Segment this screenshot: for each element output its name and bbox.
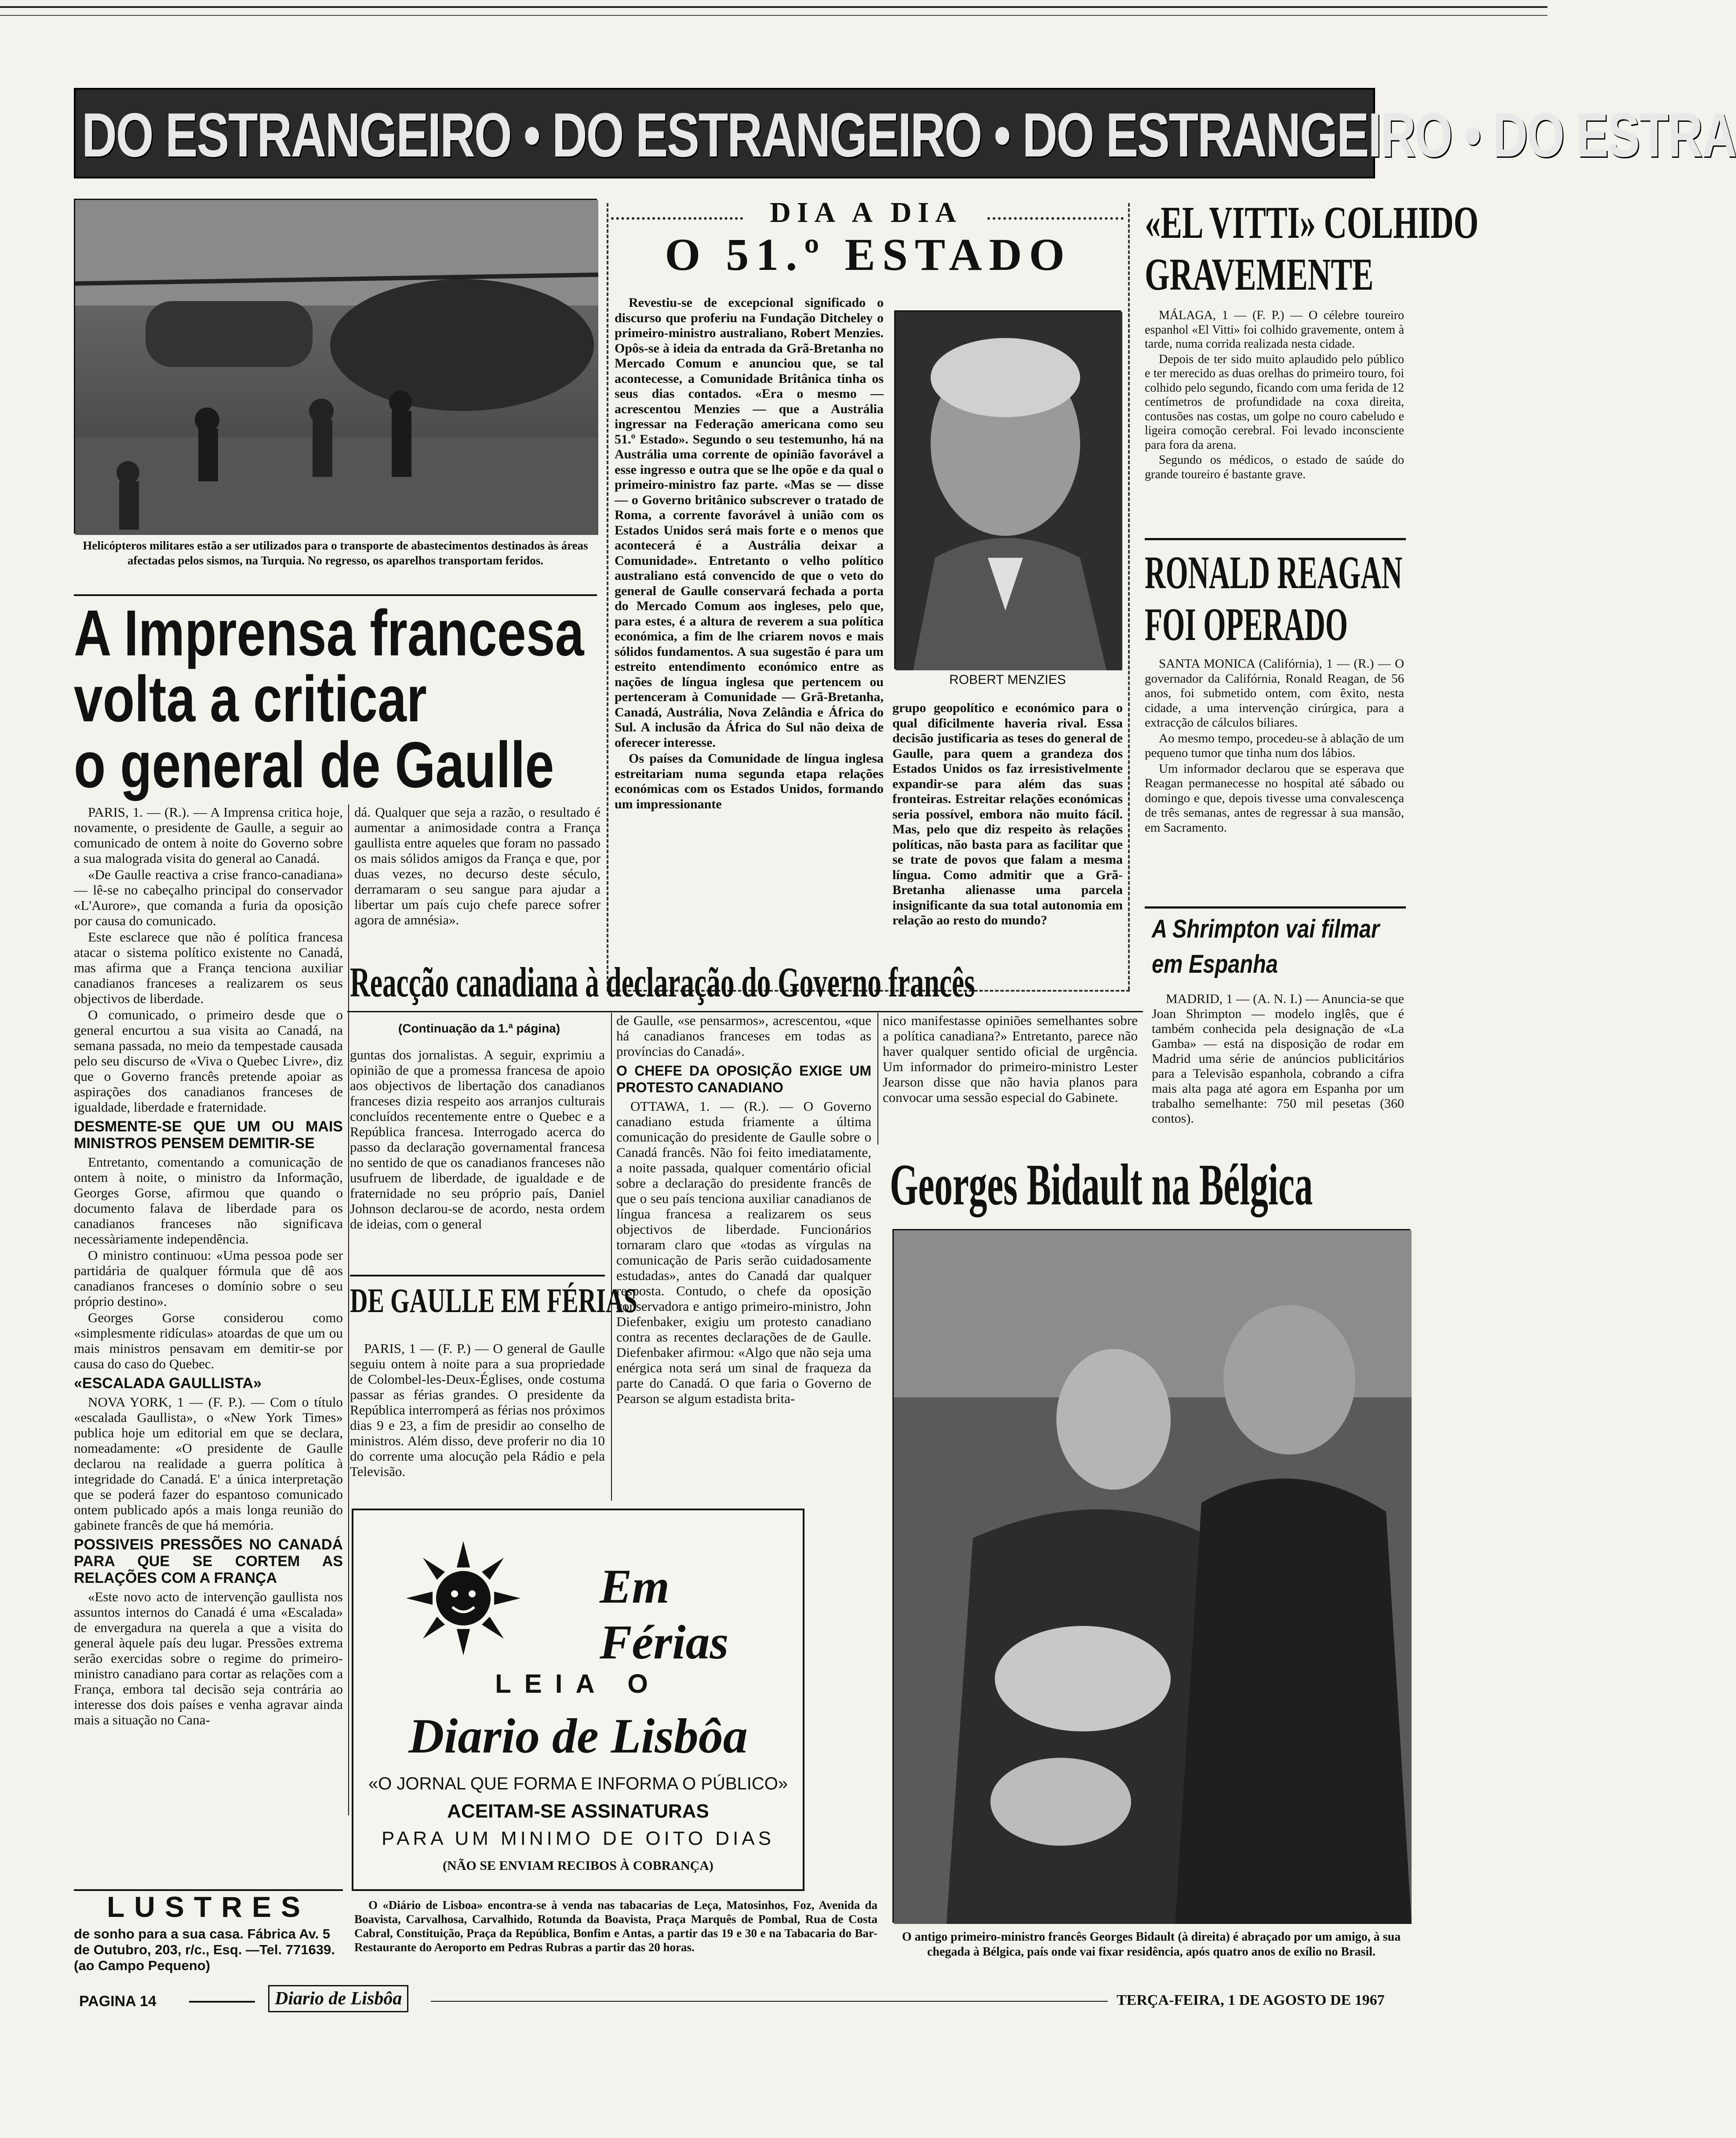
ad-minimo: PARA UM MINIMO DE OITO DIAS [381,1828,775,1849]
ferias-headline: DE GAULLE EM FÉRIAS [350,1281,637,1320]
dia-box-left-border [607,203,608,990]
paragraph: O comunicado, o primeiro desde que o general encurtou a sua visita ao Canadá, na semana passada, no meio da tempestade causada pelo seu discurso de «Viva o Quebec Livre», diz que o Governo francês pretende apoiar as aspirações dos canadianos franceses de igualdade, liberdade e fraternidade. [74,1007,343,1115]
reaccao-column-1 [350,1047,605,1233]
footer-masthead: Diario de Lisbôa [268,1985,408,2012]
ad-slogan: «O JORNAL QUE FORMA E INFORMA O PÚBLICO» [368,1774,788,1793]
ad-sales-note: O «Diário de Lisboa» encontra-se à venda nas tabacarias de Leça, Matosinhos, Foz, Avenida da Boavista, Carvalhosa, Carvalhido, Rotunda da Boavista, Praça Marquês de Pombal, Rua de Costa Cabral, Constituição, Praça da República, Bonfim e Antas, a partir das 19 e 30 e na Tabacaria do Bar-Restaurante do Aeroporto em Pedras Rubras a partir das 20 horas. [354,1898,877,1954]
subhead-demissao: DESMENTE-SE QUE UM OU MAIS MINISTROS PENSEM DEMITIR-SE [74,1118,343,1152]
paragraph: de Gaulle, «se pensarmos», acrescentou, «que há canadianos franceses em todas as províncias do Canadá». [616,1013,871,1059]
reaccao-rule [347,1011,1143,1012]
paragraph: Segundo os médicos, o estado de saúde do grande toureiro é bastante grave. [1145,453,1404,481]
dia-column-2 [892,701,1123,929]
caption-rule [74,594,597,596]
bidault-photo-image [894,1230,1412,1924]
shrimpton-title-line-1: A Shrimpton vai filmar [1152,915,1379,943]
paragraph: Este esclarece que não é política francesa atacar o sistema político existente no Canadá, mas afirma que a França tenciona auxiliar canadianos franceses a realizarem os seus objectivos de liberdade. [74,929,343,1006]
paragraph: grupo geopolítico e económico para o qual dificilmente haveria rival. Essa decisão justificaria as teses do general de Gaulle, para quem a grandeza dos Estados Unidos os faz irresistivelmente expandir-se para além das suas fronteiras. Estreitar relações económicas seria possível, embora não muito fácil. Mas, pelo que diz respeito às relações políticas, não basta para as facilitar que se trate de povos que falam a mesma língua. Como admitir que a Grã-Bretanha alienasse uma parcela insignificante da sua total autonomia em relação ao resto do mundo? [892,701,1123,927]
paragraph: dá. Qualquer que seja a razão, o resultado é aumentar a animosidade contra a França gaullista entre aqueles que foram no passado os mais sólidos amigos da França e que, por duas vezes, no decurso deste século, derramaram o seu sangue para ajudar a libertar um país cujo chefe parece sofrer agora de amnésia». [354,804,601,927]
reagan-title-line-1: RONALD REAGAN [1145,547,1403,598]
shrimpton-title [1152,912,1416,982]
column-rule [348,804,349,1815]
reaccao-column-3 [883,1013,1138,1106]
reaccao-headline: Reacção canadiana à declaração do Governo francês [350,959,975,1006]
paragraph: Georges Gorse considerou como «simplesmente ridículas» atoardas de que um ou mais ministros pensavam em demitir-se por causa do caso do Quebec. [74,1310,343,1371]
menzies-photo [894,310,1121,669]
subhead-escalada: «ESCALADA GAULLISTA» [74,1375,262,1392]
headline-line-3: o general de Gaulle [74,729,554,801]
lustres-text: de sonho para a sua casa. Fábrica Av. 5 de Outubro, 203, r/c., Esq. —Tel. 771639. (ao Campo Pequeno) [74,1926,335,1973]
ad-masthead: Diario de Lisbôa [408,1709,748,1763]
paragraph: guntas dos jornalistas. A seguir, exprimiu a opinião de que a promessa francesa de apoio aos objectivos de libertação dos canadianos franceses dizia respeito aos arranjos culturais concluídos recentemente entre o Quebec e a República francesa. Interrogado acerca do passo da declaração governamental francesa no sentido de que os canadianos franceses não usufruem de liberdade, de igualdade e de fraternidade no seu próprio país, Daniel Johnson declarou-se de acordo, nesta ordem de ideias, com o general [350,1047,605,1232]
reagan-title [1145,547,1408,651]
paragraph: «De Gaulle reactiva a crise franco-canadiana» — lê-se no cabeçalho principal do conservador «L'Aurore», que comanda a furia da oposição por causa do comunicado. [74,867,343,928]
paragraph: Ao mesmo tempo, procedeu-se à ablação de um pequeno tumor que tinha num dos lábios. [1145,731,1404,760]
top-rule-2 [0,15,1547,16]
helicopter-photo-image [75,200,598,535]
headline-gaulle [74,597,597,801]
dia-kicker: DIA A DIA [770,196,962,229]
paragraph: NOVA YORK, 1 — (F. P.). — Com o título «escalada Gaullista», o «New York Times» publica hoje um editorial em que se declara, nomeadamente: «O presidente de Gaulle declarou na realidade a guerra política à integridade do Canadá. E' a única interpretação que se poderá fazer do espantoso comunicado ontem publicado após a mais longa reunião do gabinete francês de que há memória. [74,1394,343,1533]
bidault-photo [892,1229,1410,1923]
gaulle-article-column-2 [354,804,601,928]
ad-nao: (NÃO SE ENVIAM RECIBOS À COBRANÇA) [443,1858,713,1873]
ferias-article [350,1341,605,1480]
paragraph: PARIS, 1. — (R.). — A Imprensa critica hoje, novamente, o presidente de Gaulle, a seguir ao comunicado de ontem à noite do Governo sobre a sua malograda visita do general ao Canadá. [74,804,343,866]
vitti-rule [1145,538,1406,540]
headline-line-2: volta a criticar [74,663,427,735]
diario-ad [352,1509,804,1891]
footer-date: TERÇA-FEIRA, 1 DE AGOSTO DE 1967 [1117,1992,1385,2008]
paragraph: nico manifestasse opiniões semelhantes sobre a política canadiana?» Entretanto, parece não haver qualquer sentido oficial de urgência. Um informador do primeiro-ministro Lester Jearson disse que não havia planos para convocar uma sessão especial do Gabinete. [883,1013,1138,1105]
paragraph: Revestiu-se de excepcional significado o discurso que proferiu na Fundação Ditcheley o primeiro-ministro australiano, Robert Menzies. Opôs-se à ideia da entrada da Grã-Bretanha no Mercado Comum e anunciou que, se tal acontecesse, a Comunidade Britânica tinha os seus dias contados. «Era o mesmo — acrescentou Menzies — que a Austrália ingressar na Federação americana como seu 51.º Estado». Segundo o seu testemunho, há na Austrália uma corrente de opinião favorável a esse ingresso e outra que se lhe opõe e da qual o primeiro-ministro faz parte. «Mas se — disse — o Governo britânico subscrever o tratado de Roma, a corrente favorável à união com os Estados Unidos será mais forte e o menos que acontecerá é a Austrália deixar a Comunidade». Entretanto o velho político australiano está convencido de que o veto do general de Gaulle conservará fechada a porta do Mercado Comum aos ingleses, pelo que, para estes, é a altura de reverem a sua política económica, a fim de lhe criarem novos e mais sólidos fundamentos. A sua sugestão é para um estreito entendimento económico entre as nações de língua inglesa que pertencem ou pertenceram à Comunidade — Grã-Bretanha, Canadá, Austrália, Nova Zelândia e África do Sul. A inclusão da África do Sul não deixa de oferecer interesse. [615,295,884,750]
reaccao-continuation: (Continuação da 1.ª página) [398,1022,560,1035]
footer-rule-left [189,2001,255,2003]
shrimpton-title-line-2: em Espanha [1152,950,1278,978]
column-rule [611,1013,612,1501]
reagan-article [1145,657,1404,836]
vitti-title [1145,197,1479,301]
helicopter-photo [74,199,597,534]
reagan-title-line-2: FOI OPERADO [1145,599,1348,650]
dia-title: O 51.º ESTADO [665,229,1072,280]
ferias-rule [350,1275,605,1276]
paragraph: MÁLAGA, 1 — (F. P.) — O célebre toureiro espanhol «El Vitti» foi colhido gravemente, ontem à tarde, numa corrida realizada nesta cidade. [1145,309,1404,351]
paragraph: Um informador declarou que se esperava que Reagan permanecesse no hospital até sábado ou domingo e que, depois tivesse uma convalescença de três semanas, antes de regressar à sua mansão, em Sacramento. [1145,761,1404,835]
footer-rule-right [431,2001,1108,2002]
paragraph: O ministro continuou: «Uma pessoa pode ser partidária de qualquer fórmula que dê aos canadianos franceses o domínio sobre o seu próprio destino». [74,1247,343,1309]
shrimpton-article [1152,992,1404,1127]
dia-column-1 [615,295,884,813]
bidault-headline: Georges Bidault na Bélgica [890,1152,1313,1217]
reaccao-column-2 [616,1013,871,1407]
gaulle-article-column-1 [74,804,343,1815]
paragraph: SANTA MONICA (Califórnia), 1 — (R.) — O governador da Califórnia, Ronald Reagan, de 56 anos, foi submetido ontem, com êxito, nesta cidade, a uma intervenção cirúrgica, para a extracção de cálculos biliares. [1145,657,1404,730]
paragraph: Entretanto, comentando a comunicação de ontem à noite, o ministro da Informação, Georges Gorse, afirmou que quando o documento falava de liberdade para os canadianos franceses não significava necessàriamente independência. [74,1154,343,1247]
menzies-caption: ROBERT MENZIES [949,673,1066,687]
paragraph: PARIS, 1 — (F. P.) — O general de Gaulle seguiu ontem à noite para a sua propriedade de Colombel-les-Deux-Églises, onde costuma passar as férias grandes. O presidente da República interromperá as férias nos próximos dias 9 e 23, a fim de presidir ao conselho de ministros. Além disso, deve proferir no dia 10 do corrente uma alocução pela Rádio e pela Televisão. [350,1341,605,1479]
headline-line-1: A Imprensa francesa [74,597,584,669]
ad-aceitam: ACEITAM-SE ASSINATURAS [447,1800,709,1822]
section-banner [74,88,1736,178]
lustres-title: LUSTRES [106,1891,310,1923]
vitti-title-line-2: GRAVEMENTE [1145,249,1374,300]
paragraph: OTTAWA, 1. — (R.). — O Governo canadiano estuda friamente a última comunicação do presidente de Gaulle sobre o Canadá francês. Não foi feito imediatamente, a noite passada, qualquer comentário oficial sobre a declaração do presidente francês de que o seu país tenciona auxiliar canadianos de língua francesa a realizarem os seus objectivos de liberdade. Funcionários tornaram claro que «todas as vírgulas na comunicação de Paris serão cuidadosamente estudadas», antes do Canadá dar qualquer resposta. Contudo, o chefe da oposição conservadora e antigo primeiro-ministro, John Diefenbaker, exigiu um protesto canadiano contra as recentes declarações de de Gaulle. Diefenbaker afirmou: «Algo que não seja uma enérgica nota será um sinal de fraqueza da parte do Canadá. O que faria o Governo de Pearson se algum estadista brita- [616,1098,871,1406]
subhead-oposicao: O CHEFE DA OPOSIÇÃO EXIGE UM PROTESTO CANADIANO [616,1063,871,1095]
ad-leia: LEIA O [495,1669,661,1698]
ad-em-ferias: Em Férias [600,1560,729,1669]
reagan-rule [1145,906,1406,909]
dia-kicker-rule-right [987,217,1124,220]
paragraph: MADRID, 1 — (A. N. I.) — Anuncia-se que Joan Shrimpton — modelo inglês, que é também conhecida pela designação de «La Gamba» — está na disposição de rodar em Madrid uma série de anúncios publicitários para a Televisão espanhola, cobrando a cifra mais alta paga até agora em Espanha por um trabalho semelhante: 750 mil pesetas (360 contos). [1152,992,1404,1126]
helicopter-caption: Helicópteros militares estão a ser utilizados para o transporte de abastecimentos destinados às áreas afectadas pelos sismos, na Turquia. No regresso, os aparelhos transportam feridos. [83,539,588,567]
vitti-article [1145,309,1404,483]
column-rule [877,1013,878,1145]
dia-kicker-rule-left [611,217,743,220]
paragraph: Depois de ter sido muito aplaudido pelo público e ter merecido as duas orelhas do primeiro touro, foi colhido pelo segundo, ficando com uma ferida de 12 centímetros de profundidade na coxa direita, contusões nas costas, um golpe no couro cabeludo e ligeira comoção cerebral. Foi levado inconsciente para fora da arena. [1145,352,1404,452]
paragraph: Os países da Comunidade de língua inglesa estreitariam numa segunda etapa relações económicas com os Estados Unidos, formando um impressionante [615,751,884,811]
sun-icon [406,1541,520,1655]
vitti-title-line-1: «EL VITTI» COLHIDO [1145,197,1479,248]
dia-box-right-border [1128,203,1130,990]
subhead-pressoes: POSSIVEIS PRESSÕES NO CANADÁ PARA QUE SE CORTEM AS RELAÇÕES COM A FRANÇA [74,1536,343,1586]
paragraph: «Este novo acto de intervenção gaullista nos assuntos internos do Canadá é uma «Escalada» de envergadura na querela a que a visita do general àquele país deu lugar. Pressões extrema serão exercidas sobre o regime do primeiro-ministro canadiano para cortar as relações com a França, embora tal decisão seja contrária ao interesse dos dois países e venha agravar ainda mais a situação no Cana- [74,1589,343,1727]
top-rule [0,6,1547,8]
bidault-caption: O antigo primeiro-ministro francês Georges Bidault (à direita) é abraçado por um amigo, à sua chegada à Bélgica, país onde vai fixar residência, após quatro anos de exílio no Brasil. [902,1930,1401,1959]
banner-text: DO ESTRANGEIRO • DO ESTRANGEIRO • DO ESTRANGEIRO • DO ESTRA [82,100,1736,170]
footer-page-number: PAGINA 14 [79,1993,156,2010]
menzies-portrait [895,312,1122,670]
